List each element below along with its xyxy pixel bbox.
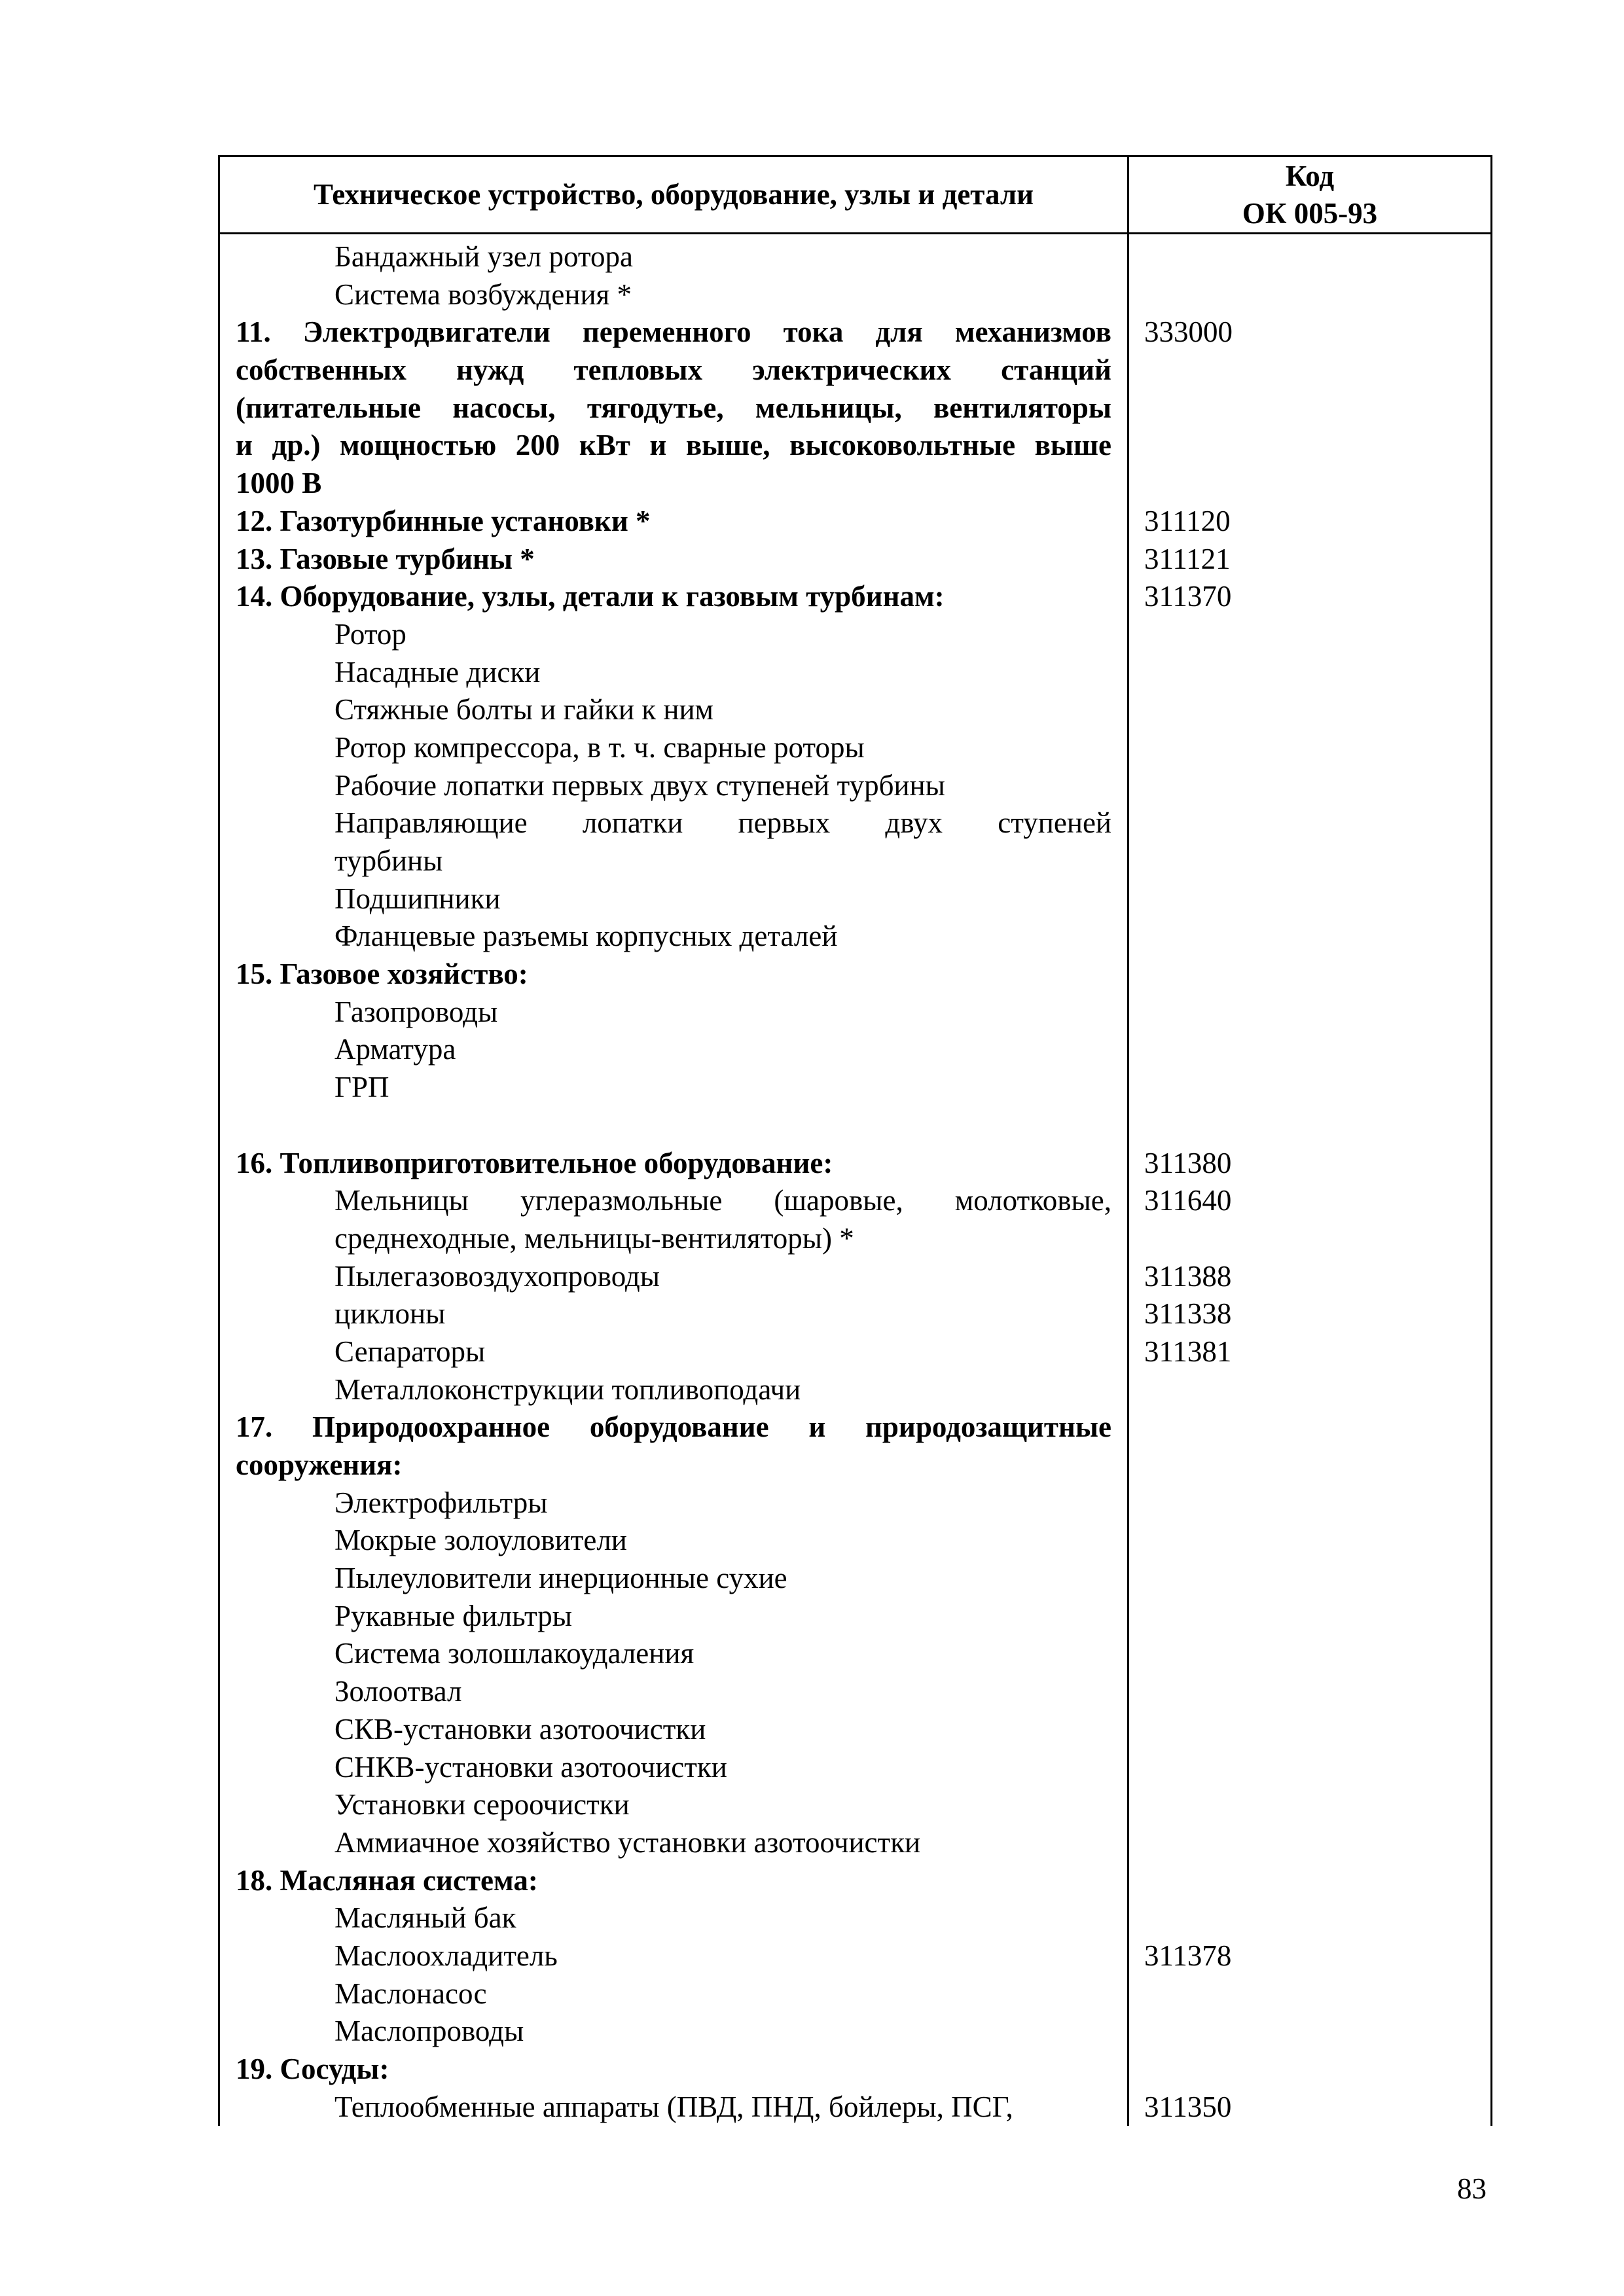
header-code xyxy=(1128,156,1492,234)
list-item: Бандажный узел ротора xyxy=(334,240,633,273)
code-cell xyxy=(1144,2013,1490,2051)
code-cell xyxy=(1144,465,1490,503)
list-item: турбины xyxy=(334,844,443,877)
code-cell xyxy=(1144,654,1490,692)
code-cell xyxy=(1144,1598,1490,1636)
header-code-line2: ОК 005-93 xyxy=(1242,196,1378,230)
code-cell xyxy=(1144,351,1490,389)
code-cell xyxy=(1144,880,1490,918)
code-cell xyxy=(1144,729,1490,767)
table-body-row xyxy=(219,234,1492,2126)
equipment-table xyxy=(218,155,1492,2126)
list-item: Пылеуловители инерционные сухие xyxy=(334,1562,787,1595)
section-heading-11: собственных нужд тепловых электрических станций xyxy=(236,353,1111,387)
code-cell xyxy=(1144,1446,1490,1484)
code-cell xyxy=(1144,427,1490,465)
section-heading-11: 1000 В xyxy=(236,467,322,500)
section-heading-13: 13. Газовые турбины * xyxy=(236,542,535,575)
code-cell xyxy=(1144,1408,1490,1446)
list-item: Система возбуждения * xyxy=(334,278,632,311)
page-number: 83 xyxy=(1457,2172,1487,2205)
list-item: Направляющие лопатки первых двух ступеней xyxy=(334,806,1111,840)
code-cell xyxy=(1144,767,1490,805)
list-item: Фланцевые разъемы корпусных деталей xyxy=(334,920,838,953)
code-cell: 311120 xyxy=(1144,504,1231,537)
section-heading-11: (питательные насосы, тягодутье, мельницы, вентиляторы xyxy=(236,391,1111,424)
code-cell xyxy=(1144,2051,1490,2089)
list-item: Рабочие лопатки первых двух ступеней турбины xyxy=(334,768,945,802)
section-heading-17: 17. Природоохранное оборудование и природозащитные xyxy=(236,1410,1111,1444)
section-heading-17: сооружения: xyxy=(236,1448,403,1481)
code-cell xyxy=(1144,1484,1490,1522)
table-header-row xyxy=(219,156,1492,234)
code-cell xyxy=(1144,276,1490,314)
list-item: Маслонасос xyxy=(334,1977,487,2010)
header-description: Техническое устройство, оборудование, узлы и детали xyxy=(219,156,1128,234)
code-cell xyxy=(1144,389,1490,427)
code-cell: 311378 xyxy=(1144,1939,1232,1972)
code-cell xyxy=(1144,1711,1490,1749)
code-cell xyxy=(1144,1824,1490,1862)
section-heading-16: 16. Топливоприготовительное оборудование: xyxy=(236,1146,833,1179)
section-heading-19: 19. Сосуды: xyxy=(236,2053,389,2085)
code-cell xyxy=(1144,1975,1490,2013)
list-item: среднеходные, мельницы-вентиляторы) * xyxy=(334,1221,854,1255)
list-item: Ротор компрессора, в т. ч. сварные роторы xyxy=(334,730,865,764)
code-cell xyxy=(1144,616,1490,654)
list-item: Аммиачное хозяйство установки азотоочистки xyxy=(334,1825,921,1859)
list-item: Стяжные болты и гайки к ним xyxy=(334,693,714,726)
section-heading-12: 12. Газотурбинные установки * xyxy=(236,504,651,537)
section-heading-11: 11. Электродвигатели переменного тока для механизмов xyxy=(236,315,1111,349)
list-item: Маслопроводы xyxy=(334,2015,524,2048)
code-cell xyxy=(1144,804,1490,842)
list-item: СНКВ-установки азотоочистки xyxy=(334,1750,727,1784)
list-item: Мельницы углеразмольные (шаровые, молотковые, xyxy=(334,1184,1111,1217)
code-cell: 311370 xyxy=(1144,580,1232,613)
code-column xyxy=(1128,234,1492,2126)
list-item: Сепараторы xyxy=(334,1335,486,1368)
section-heading-11: и др.) мощностью 200 кВт и выше, высоковольтные выше xyxy=(236,429,1111,462)
code-cell: 311350 xyxy=(1144,2090,1232,2123)
code-cell xyxy=(1144,1560,1490,1598)
code-cell xyxy=(1144,1031,1490,1069)
list-item: Газопроводы xyxy=(334,995,498,1028)
list-item: Рукавные фильтры xyxy=(334,1599,572,1632)
list-item: Золоотвал xyxy=(334,1675,462,1708)
code-cell xyxy=(1144,1786,1490,1824)
list-item: Насадные диски xyxy=(334,655,541,689)
section-heading-15: 15. Газовое хозяйство: xyxy=(236,958,528,991)
code-cell xyxy=(1144,956,1490,994)
description-column xyxy=(219,234,1128,2126)
list-item: Металлоконструкции топливоподачи xyxy=(334,1372,801,1406)
code-cell xyxy=(1144,1522,1490,1560)
list-item: ГРП xyxy=(334,1071,389,1104)
blank-line xyxy=(236,1107,1111,1145)
list-item: Электрофильтры xyxy=(334,1486,548,1519)
code-cell: 311640 xyxy=(1144,1184,1232,1217)
code-cell xyxy=(1144,1899,1490,1937)
code-cell xyxy=(1144,1862,1490,1900)
code-cell xyxy=(1144,994,1490,1031)
code-cell xyxy=(1144,1749,1490,1787)
list-item: Мокрые золоуловители xyxy=(334,1524,627,1557)
section-heading-14: 14. Оборудование, узлы, детали к газовым турбинам: xyxy=(236,580,945,613)
code-cell xyxy=(1144,1069,1490,1107)
section-heading-18: 18. Масляная система: xyxy=(236,1863,538,1897)
code-cell xyxy=(1144,1635,1490,1673)
code-cell: 311121 xyxy=(1144,542,1231,575)
list-item: СКВ-установки азотоочистки xyxy=(334,1712,706,1746)
code-cell xyxy=(1144,842,1490,880)
code-cell xyxy=(1144,1220,1490,1258)
list-item: Теплообменные аппараты (ПВД, ПНД, бойлеры, ПСГ, xyxy=(334,2090,1013,2123)
list-item: Масляный бак xyxy=(334,1901,516,1935)
list-item: Маслоохладитель xyxy=(334,1939,558,1972)
code-cell xyxy=(1144,691,1490,729)
list-item: Пылегазовоздухопроводы xyxy=(334,1259,660,1293)
code-cell: 311380 xyxy=(1144,1146,1232,1179)
list-item: Ротор xyxy=(334,617,406,651)
code-cell xyxy=(1144,1673,1490,1711)
header-code-line1: Код xyxy=(1285,159,1335,192)
code-cell: 333000 xyxy=(1144,315,1233,349)
code-cell xyxy=(1144,1371,1490,1409)
list-item: Арматура xyxy=(334,1033,456,1066)
list-item: Подшипники xyxy=(334,882,501,915)
list-item: Система золошлакоудаления xyxy=(334,1637,695,1670)
code-cell xyxy=(1144,238,1490,276)
code-cell: 311338 xyxy=(1144,1297,1232,1331)
code-cell: 311388 xyxy=(1144,1259,1232,1293)
list-item: Установки сероочистки xyxy=(334,1788,630,1821)
list-item: циклоны xyxy=(334,1297,446,1331)
code-cell xyxy=(1144,1107,1490,1145)
code-cell xyxy=(1144,918,1490,956)
code-cell: 311381 xyxy=(1144,1335,1232,1368)
